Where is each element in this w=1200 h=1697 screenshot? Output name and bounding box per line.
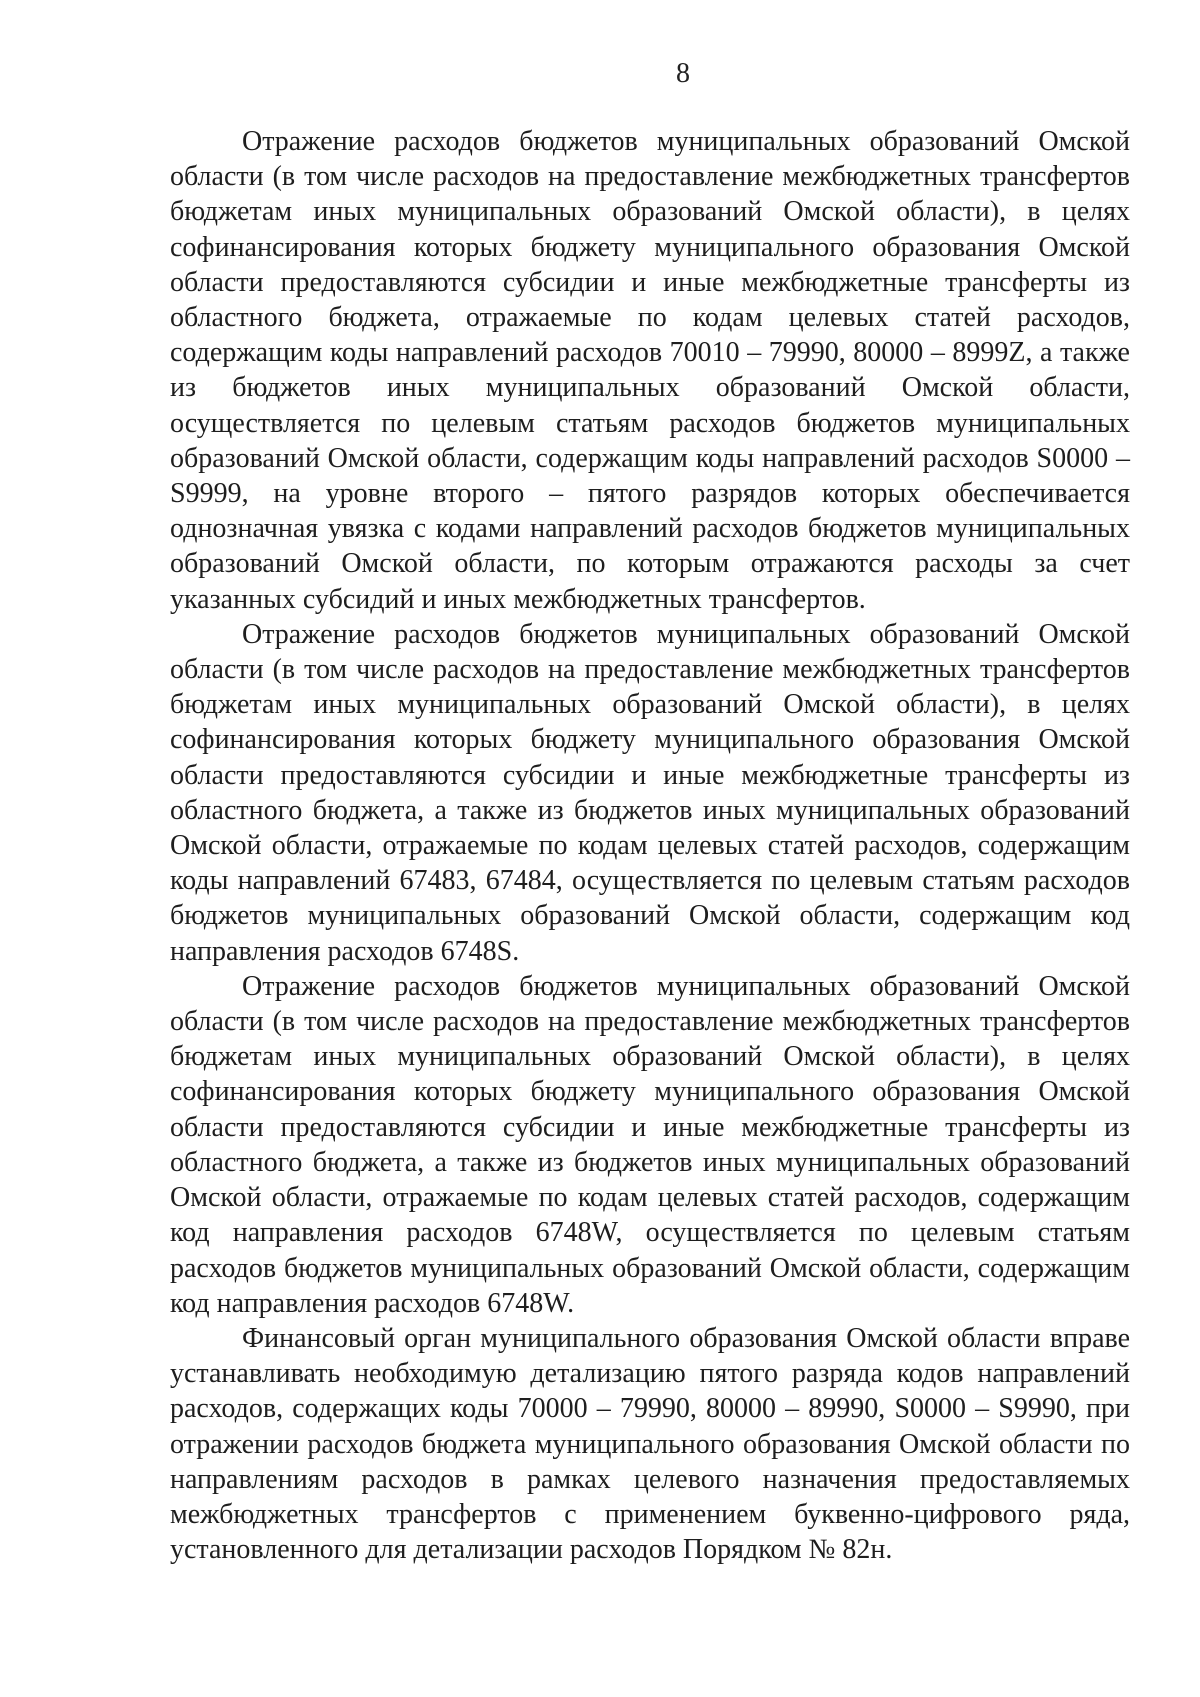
paragraph-3: Отражение расходов бюджетов муниципальных образований Омской области (в том числе расходов на предоставление межбюджетных трансфертов бюджетам иных муниципальных образований Омской области), в целях софинансирования которых бюджету муниципального образования Омской области предоставляются субсидии и иные межбюджетные трансферты из областного бюджета, а также из бюджетов иных муниципальных образований Омской области, отражаемые по кодам целевых статей расходов, содержащим код направления расходов 6748W, осуществляется по целевым статьям расходов бюджетов муниципальных образований Омской области, содержащим код направления расходов 6748W. <box>170 970 1130 1319</box>
document-body <box>170 124 1130 1567</box>
paragraph-4: Финансовый орган муниципального образования Омской области вправе устанавливать необходимую детализацию пятого разряда кодов направлений расходов, содержащих коды 70000 – 79990, 80000 – 89990, S0000 – S9990, при отражении расходов бюджета муниципального образования Омской области по направлениям расходов в рамках целевого назначения предоставляемых межбюджетных трансфертов с применением буквенно-цифрового ряда, установленного для детализации расходов Порядком № 82н. <box>170 1322 1130 1566</box>
paragraph-2: Отражение расходов бюджетов муниципальных образований Омской области (в том числе расходов на предоставление межбюджетных трансфертов бюджетам иных муниципальных образований Омской области), в целях софинансирования которых бюджету муниципального образования Омской области предоставляются субсидии и иные межбюджетные трансферты из областного бюджета, а также из бюджетов иных муниципальных образований Омской области, отражаемые по кодам целевых статей расходов, содержащим коды направлений 67483, 67484, осуществляется по целевым статьям расходов бюджетов муниципальных образований Омской области, содержащим код направления расходов 6748S. <box>170 618 1130 967</box>
paragraph-1: Отражение расходов бюджетов муниципальных образований Омской области (в том числе расходов на предоставление межбюджетных трансфертов бюджетам иных муниципальных образований Омской области), в целях софинансирования которых бюджету муниципального образования Омской области предоставляются субсидии и иные межбюджетные трансферты из областного бюджета, отражаемые по кодам целевых статей расходов, содержащим коды направлений расходов 70010 – 79990, 80000 – 8999Z, а также из бюджетов иных муниципальных образований Омской области, осуществляется по целевым статьям расходов бюджетов муниципальных образований Омской области, содержащим коды направлений расходов S0000 – S9999, на уровне второго – пятого разрядов которых обеспечивается однозначная увязка с кодами направлений расходов бюджетов муниципальных образований Омской области, по которым отражаются расходы за счет указанных субсидий и иных межбюджетных трансфертов. <box>170 126 1130 615</box>
page-number: 8 <box>676 58 690 89</box>
